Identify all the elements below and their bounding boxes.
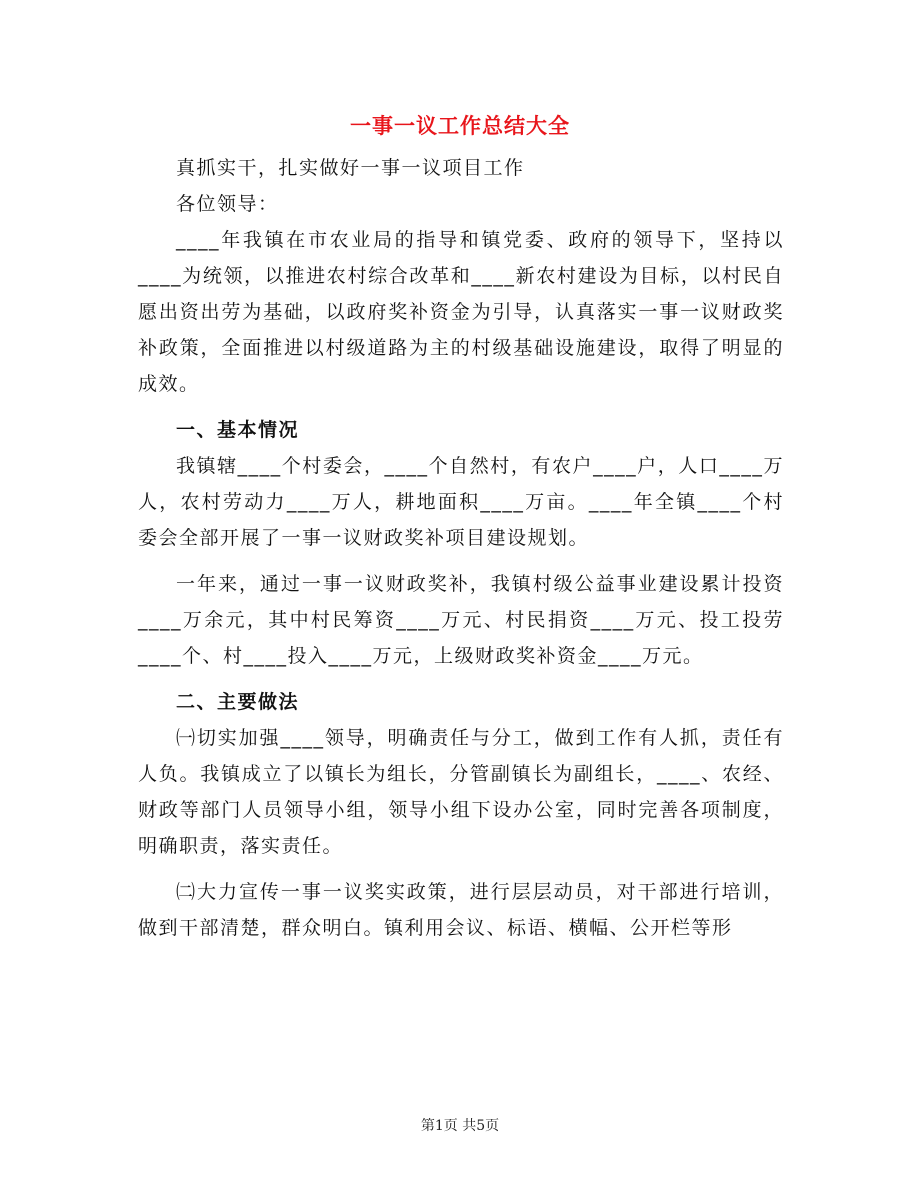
section1-paragraph-2: 一年来，通过一事一议财政奖补，我镇村级公益事业建设累计投资____万余元，其中村民筹资____万元、村民捐资____万元、投工投劳____个、村____投入____万元，上级财政奖补资金____万元。 [138,573,784,667]
section2-paragraph-2: ㈡大力宣传一事一议奖实政策，进行层层动员，对干部进行培训，做到干部清楚，群众明白。镇利用会议、标语、横幅、公开栏等形 [138,881,784,939]
section2-heading: 二、主要做法 [176,691,300,713]
subtitle-paragraph: 真抓实干，扎实做好一事一议项目工作 [176,157,525,179]
section1-paragraph-1: 我镇辖____个村委会，____个自然村，有农户____户，人口____万人，农村劳动力____万人，耕地面积____万亩。____年全镇____个村委会全部开展了一事一议财政奖补项目建设规划。 [138,455,784,549]
document-title: 一事一议工作总结大全 [350,114,570,138]
section1-heading: 一、基本情况 [176,419,300,441]
document-body [138,150,784,946]
salutation-paragraph: 各位领导： [176,193,279,215]
intro-paragraph: ____年我镇在市农业局的指导和镇党委、政府的领导下，坚持以____为统领，以推进农村综合改革和____新农村建设为目标，以村民自愿出资出劳为基础，以政府奖补资金为引导，认真落实一事一议财政奖补政策，全面推进以村级道路为主的村级基础设施建设，取得了明显的成效。 [138,229,784,395]
section2-paragraph-1: ㈠切实加强____领导，明确责任与分工，做到工作有人抓，责任有人负。我镇成立了以镇长为组长，分管副镇长为副组长，____、农经、财政等部门人员领导小组，领导小组下设办公室，同时完善各项制度，明确职责，落实责任。 [138,727,784,857]
page-indicator: 第1页 共5页 [420,1118,500,1134]
